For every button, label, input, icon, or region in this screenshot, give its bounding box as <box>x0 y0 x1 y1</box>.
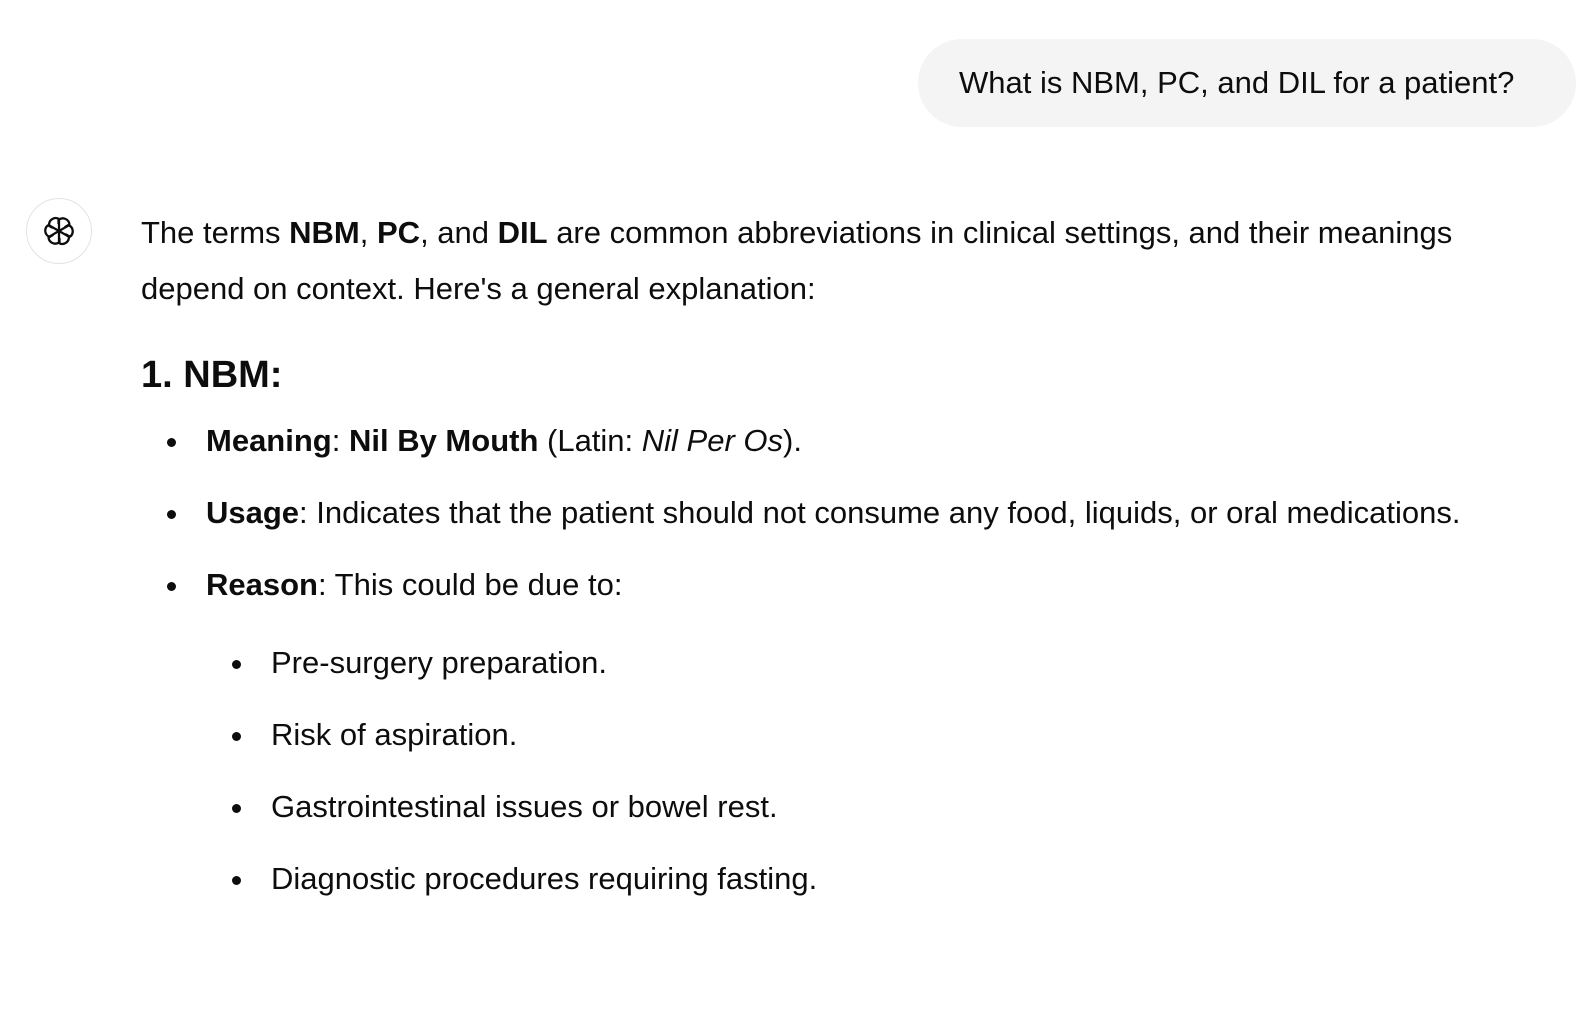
list-item-usage: Usage: Indicates that the patient should not consume any food, liquids, or oral medications. <box>141 485 1561 541</box>
list-item-meaning: Meaning: Nil By Mouth (Latin: Nil Per Os). <box>141 413 1561 469</box>
nbm-details-list <box>141 413 1561 907</box>
assistant-response <box>141 205 1561 923</box>
section-heading-nbm: 1. NBM: <box>141 354 283 396</box>
intro-paragraph: The terms NBM, PC, and DIL are common abbreviations in clinical settings, and their meanings depend on context. Here's a general explanation: <box>141 215 1453 306</box>
assistant-avatar <box>26 198 92 264</box>
list-item: Pre-surgery preparation. <box>206 635 1561 691</box>
openai-logo-icon <box>40 212 78 250</box>
user-message-bubble <box>918 39 1576 127</box>
list-item: Diagnostic procedures requiring fasting. <box>206 851 1561 907</box>
reason-sublist <box>206 635 1561 907</box>
user-message-text: What is NBM, PC, and DIL for a patient? <box>959 65 1515 100</box>
list-item: Gastrointestinal issues or bowel rest. <box>206 779 1561 835</box>
list-item-reason: Reason: This could be due to: Pre-surgery preparation. Risk of aspiration. Gastrointestinal issues or bowel rest. Diagnostic procedures requiring fasting. <box>141 557 1561 907</box>
term-pc: PC <box>377 215 421 250</box>
term-dil: DIL <box>497 215 548 250</box>
term-nbm: NBM <box>289 215 360 250</box>
list-item: Risk of aspiration. <box>206 707 1561 763</box>
